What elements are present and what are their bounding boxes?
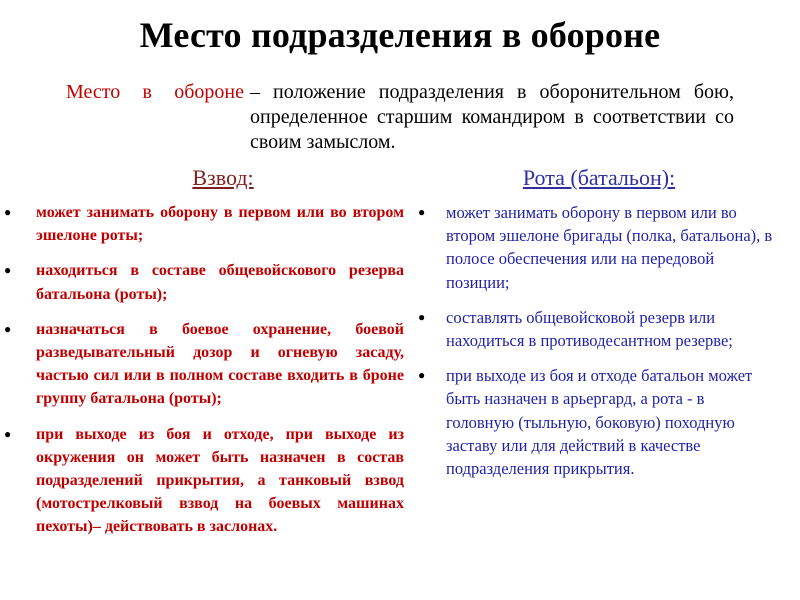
- right-column-heading: [418, 165, 780, 191]
- list-item-text: составлять общевойсковой резерв или находиться в противодесантном резерве;: [446, 307, 733, 351]
- list-item: [414, 364, 776, 480]
- bullet-icon: ●: [418, 205, 426, 219]
- list-item: [414, 306, 776, 352]
- bullet-icon: ●: [4, 263, 12, 278]
- platoon-list: [4, 201, 404, 551]
- list-item: [4, 423, 404, 539]
- list-item-text: при выходе из боя и отходе, при выходе из окружения он может быть назначен в состав подразделений прикрытия, а танковый взвод (мотострелковый взвод на боевых машинах пехоты)– действовать в заслонах.: [36, 425, 404, 536]
- definition-block: [66, 80, 734, 155]
- bullet-icon: ●: [418, 368, 426, 383]
- bullet-icon: ●: [4, 321, 12, 336]
- definition-term: Место в обороне: [66, 81, 244, 103]
- list-item-text: находиться в составе общевойскового резерва батальона (роты);: [36, 262, 404, 303]
- list-item: [4, 259, 404, 305]
- list-item-text: назначаться в боевое охранение, боевой разведывательный дозор и огневую засаду, частью сил или в полном составе входить в броне группу батальона (роты);: [36, 320, 404, 408]
- right-column-heading-text: Рота (батальон):: [522, 165, 676, 190]
- definition-text: – положение подразделения в оборонительном бою, определенное старшим командиром в соответствии со своим замыслом.: [250, 81, 734, 153]
- list-item-text: может занимать оборону в первом или во втором эшелоне роты;: [36, 204, 404, 245]
- list-item-text: может занимать оборону в первом или во втором эшелоне бригады (полка, батальона), в полосе обеспечения или на передовой позиции;: [446, 203, 773, 292]
- list-item: [4, 318, 404, 411]
- bullet-icon: ●: [4, 426, 12, 441]
- bullet-icon: ●: [418, 309, 426, 324]
- list-item-text: при выходе из боя и отходе батальон может быть назначен в арьергард, а рота - в головную (тыльную, боковую) походную заставу или для действий в качестве подразделения прикрытия.: [446, 366, 753, 479]
- page-title: Место подразделения в обороне: [139, 15, 661, 55]
- bullet-icon: ●: [4, 205, 12, 219]
- company-list: [414, 201, 776, 492]
- list-item: [4, 201, 404, 247]
- left-column-heading: Взвод:: [192, 165, 254, 190]
- list-item: [414, 201, 776, 294]
